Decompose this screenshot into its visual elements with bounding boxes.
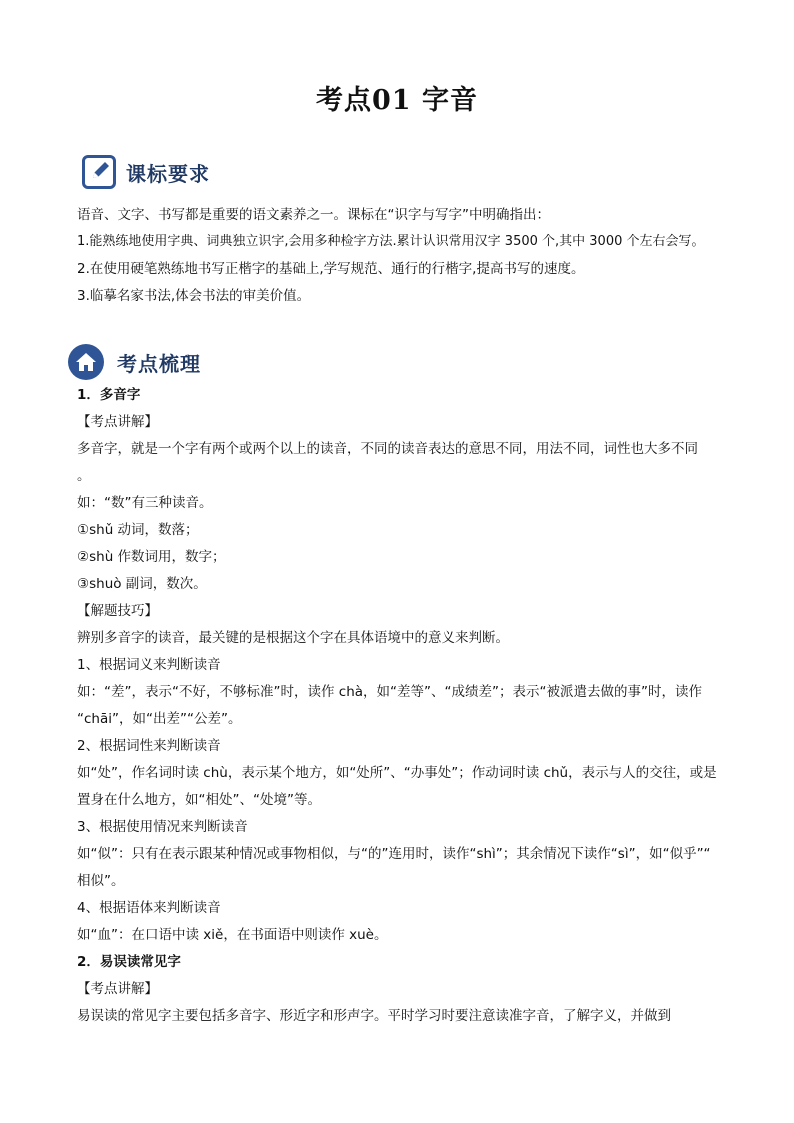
paragraph-line: 3.临摹名家书法,体会书法的审美价值。 — [77, 288, 311, 304]
paragraph-line: 如“血”：在口语中读 xiě，在书面语中则读作 xuè。 — [77, 927, 388, 943]
paragraph-line: 2、根据词性来判断读音 — [77, 738, 221, 754]
home-icon — [68, 344, 104, 380]
paragraph-line: 语音、文字、书写都是重要的语文素养之一。课标在“识字与写字”中明确指出： — [77, 207, 550, 223]
paragraph-line: 如：“差”，表示“不好，不够标准”时，读作 chà，如“差等”、“成绩差”；表示“被派遣去做的事”时，读作 — [77, 684, 702, 700]
paragraph-line: 如“处”，作名词时读 chù，表示某个地方，如“处所”、“办事处”；作动词时读 chǔ，表示与人的交往，或是 — [77, 765, 717, 781]
subheading: 2．易误读常见字 — [77, 954, 181, 970]
section-title: 考点梳理 — [117, 351, 201, 376]
paragraph-line: “chāi”，如“出差”“公差”。 — [77, 711, 242, 727]
list-item: ①shǔ 动词，数落； — [77, 522, 199, 538]
paragraph-line: 辨别多音字的读音，最关键的是根据这个字在具体语境中的意义来判断。 — [77, 630, 509, 646]
list-item: ②shù 作数词用，数字； — [77, 549, 226, 565]
section-heading-curriculum — [82, 155, 210, 189]
paragraph-line: 。 — [77, 468, 91, 484]
bracket-label: 【考点讲解】 — [77, 981, 158, 997]
section-title: 课标要求 — [126, 161, 210, 186]
paragraph-line: 相似”。 — [77, 873, 125, 889]
subheading: 1．多音字 — [77, 387, 141, 403]
paragraph-line: 多音字，就是一个字有两个或两个以上的读音，不同的读音表达的意思不同，用法不同，词性也大多不同 — [77, 441, 698, 457]
paragraph-line: 3、根据使用情况来判断读音 — [77, 819, 248, 835]
section-heading-key-points — [68, 344, 201, 380]
bracket-label: 【解题技巧】 — [77, 603, 158, 619]
paragraph-line: 易误读的常见字主要包括多音字、形近字和形声字。平时学习时要注意读准字音，了解字义，并做到 — [77, 1008, 671, 1024]
paragraph-line: 1.能熟练地使用字典、词典独立识字,会用多种检字方法.累计认识常用汉字 3500 个,其中 3000 个左右会写。 — [77, 234, 705, 249]
paragraph-line: 1、根据词义来判断读音 — [77, 657, 221, 673]
paragraph-line: 如“似”：只有在表示跟某种情况或事物相似，与“的”连用时，读作“shì”；其余情况下读作“sì”，如“似乎”“ — [77, 846, 711, 862]
bracket-label: 【考点讲解】 — [77, 414, 158, 430]
page-title: 考点01 字音 — [316, 85, 478, 116]
paragraph-line: 4、根据语体来判断读音 — [77, 900, 221, 916]
paragraph-line: 如：“数”有三种读音。 — [77, 495, 213, 511]
paragraph-line: 2.在使用硬笔熟练地书写正楷字的基础上,学写规范、通行的行楷字,提高书写的速度。 — [77, 261, 585, 277]
paragraph-line: 置身在什么地方，如“相处”、“处境”等。 — [77, 792, 321, 808]
pencil-edit-icon — [82, 155, 116, 189]
list-item: ③shuò 副词，数次。 — [77, 576, 207, 592]
